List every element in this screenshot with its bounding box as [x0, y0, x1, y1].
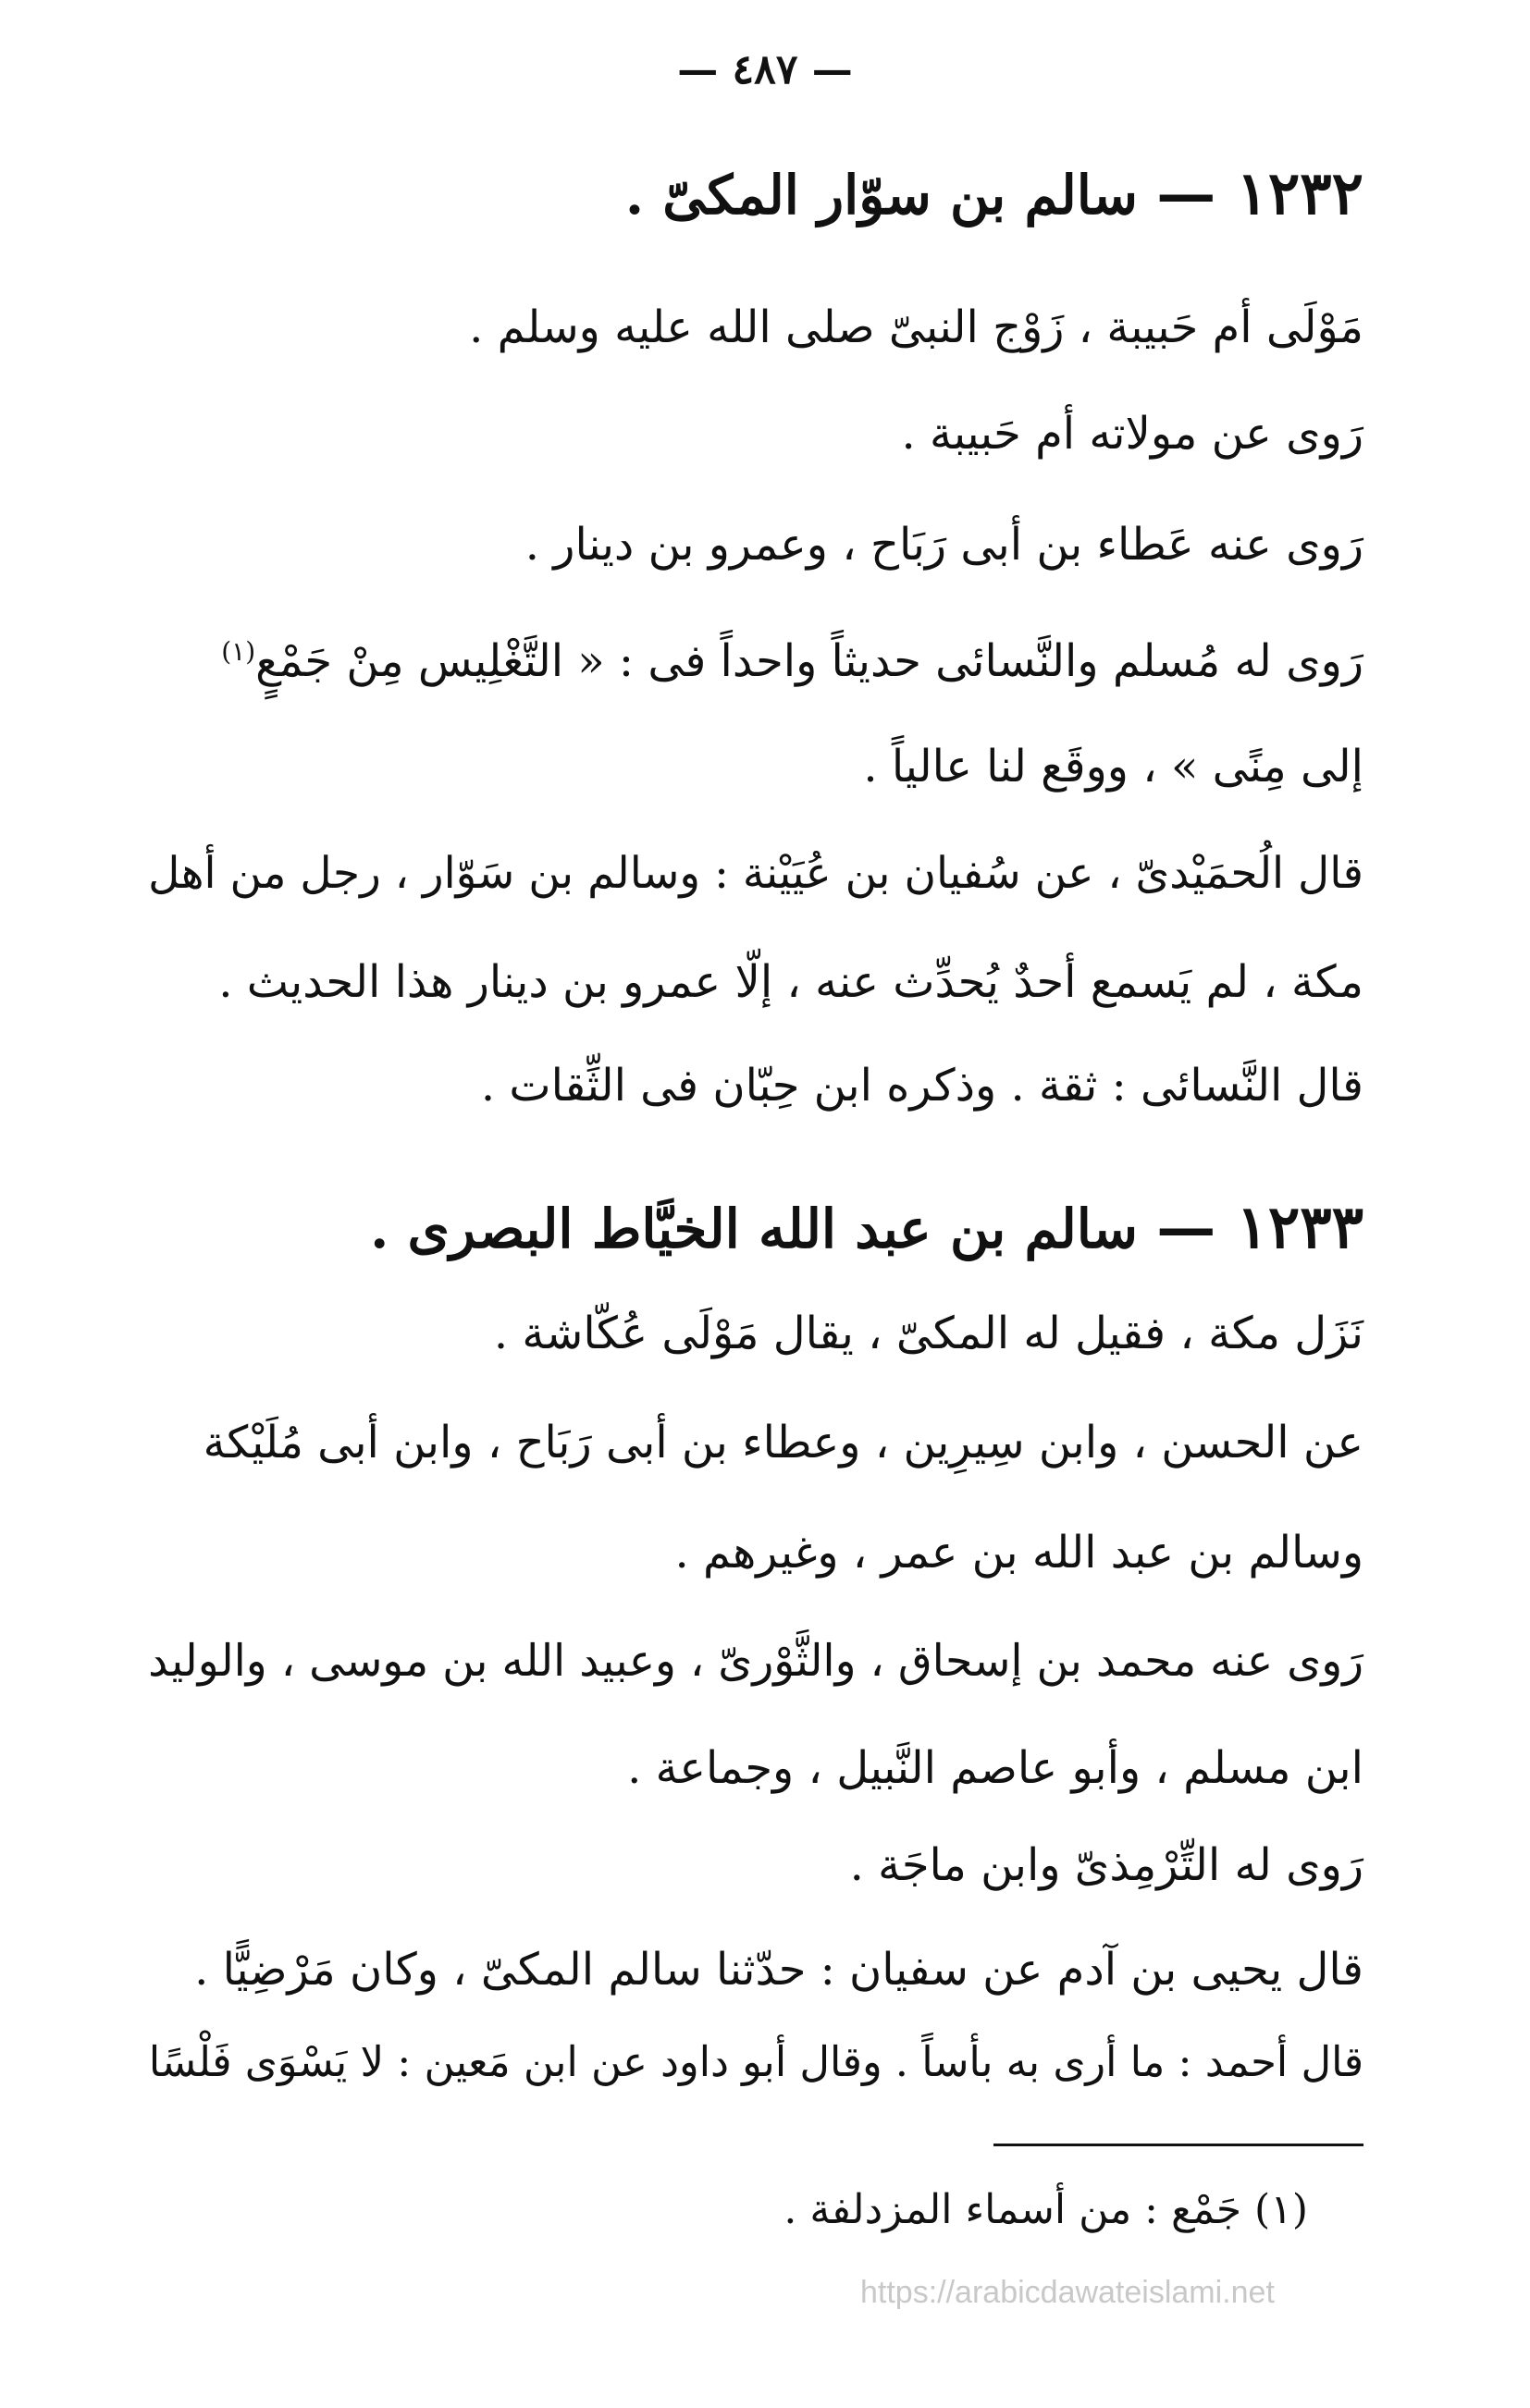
- text-line: مكة ، لم يَسمع أحدٌ يُحدِّث عنه ، إلّا عمرو بن دينار هذا الحديث .: [218, 956, 1363, 1008]
- text-line: رَوى عن مولاته أم حَبيبة .: [901, 408, 1363, 460]
- watermark-url: https://arabicdawateislami.net: [860, 2275, 1275, 2310]
- text-line: ابن مسلم ، وأبو عاصم النَّبيل ، وجماعة .: [627, 1742, 1363, 1794]
- footnote: (١) جَمْع : من أسماء المزدلفة .: [784, 2186, 1308, 2233]
- entry-heading-1232: [625, 159, 1363, 230]
- footnote-marker: (١): [221, 636, 256, 667]
- text-line: [221, 622, 1363, 691]
- text-line: عن الحسن ، وابن سِيرِين ، وعطاء بن أبى رَبَاح ، وابن أبى مُلَيْكة: [203, 1417, 1363, 1468]
- text-line: مَوْلَى أم حَبيبة ، زَوْج النبىّ صلى الله عليه وسلم .: [469, 301, 1363, 353]
- text-line: قال أحمد : ما أرى به بأساً . وقال أبو داود عن ابن مَعين : لا يَسْوَى فَلْسًا: [148, 2037, 1363, 2086]
- text-line: قال يحيى بن آدم عن سفيان : حدّثنا سالم المكىّ ، وكان مَرْضِيًّا .: [194, 1944, 1363, 1996]
- text-line: رَوى عنه عَطاء بن أبى رَبَاح ، وعمرو بن دينار .: [524, 519, 1363, 571]
- entry-number: ١٢٣٣ —: [1156, 1193, 1363, 1262]
- text-line-content: رَوى له مُسلم والنَّسائى حديثاً واحداً فى : « التَّغْلِيس مِنْ جَمْعٍ: [255, 635, 1363, 687]
- text-line: قال النَّسائى : ثقة . وذكره ابن حِبّان فى الثِّقات .: [480, 1060, 1363, 1112]
- text-line: إلى مِنًى » ، ووقَع لنا عالياً .: [863, 741, 1363, 792]
- entry-title: سالم بن عبد الله الخيَّاط البصرى .: [370, 1198, 1139, 1260]
- entry-title: سالم بن سوّار المكىّ .: [624, 164, 1139, 227]
- footnote-divider: [993, 2144, 1363, 2146]
- text-line: نَزَل مكة ، فقيل له المكىّ ، يقال مَوْلَى عُكّاشة .: [493, 1308, 1363, 1359]
- page-number: — ٤٨٧ —: [677, 46, 853, 93]
- entry-number: ١٢٣٢ —: [1156, 159, 1363, 228]
- text-line: قال الُحمَيْدىّ ، عن سُفيان بن عُيَيْنة : وسالم بن سَوّار ، رجل من أهل: [148, 848, 1363, 899]
- text-line: رَوى عنه محمد بن إسحاق ، والثَّوْرىّ ، وعبيد الله بن موسى ، والوليد: [148, 1636, 1363, 1687]
- entry-heading-1233: [370, 1193, 1363, 1264]
- text-line: رَوى له التِّرْمِذىّ وابن ماجَة .: [849, 1839, 1363, 1891]
- text-line: وسالم بن عبد الله بن عمر ، وغيرهم .: [674, 1527, 1363, 1579]
